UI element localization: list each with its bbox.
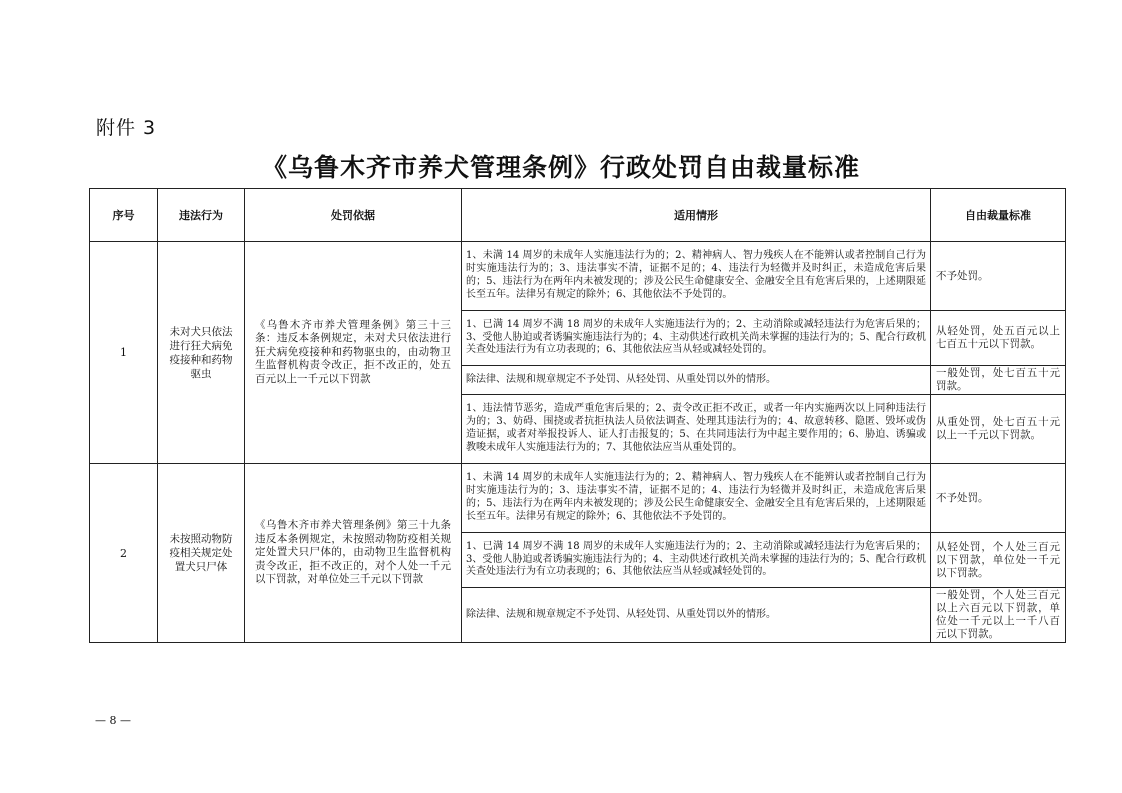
penalty-standard-table (89, 188, 1066, 643)
situation-cell: 1、未满 14 周岁的未成年人实施违法行为的；2、精神病人、智力残疾人在不能辨认或者控制自己行为时实施违法行为的；3、违法事实不清，证据不足的；4、违法行为轻微并及时纠正，未造成危害后果的；5、违法行为在两年内未被发现的；涉及公民生命健康安全、金融安全且有危害后果的，上述期限延长至五年。法律另有规定的除外；6、其他依法不予处罚的。 (462, 464, 931, 533)
header-seq: 序号 (90, 189, 158, 242)
row-violation: 未对犬只依法进行狂犬病免疫接种和药物驱虫 (158, 242, 245, 464)
situation-cell: 1、已满 14 周岁不满 18 周岁的未成年人实施违法行为的；2、主动消除或减轻违法行为危害后果的；3、受他人胁迫或者诱骗实施违法行为的；4、主动供述行政机关尚未掌握的违法行为的；5、配合行政机关查处违法行为有立功表现的；6、其他依法应当从轻或减轻处罚的。 (462, 311, 931, 366)
standard-cell: 不予处罚。 (931, 464, 1066, 533)
table-row (90, 464, 1066, 533)
situation-cell: 1、已满 14 周岁不满 18 周岁的未成年人实施违法行为的；2、主动消除或减轻违法行为危害后果的；3、受他人胁迫或者诱骗实施违法行为的；4、主动供述行政机关尚未掌握的违法行为的；5、配合行政机关查处违法行为有立功表现的；6、其他依法应当从轻或减轻处罚的。 (462, 533, 931, 588)
row-violation: 未按照动物防疫相关规定处置犬只尸体 (158, 464, 245, 643)
page-number: — 8 — (95, 714, 131, 727)
header-standard: 自由裁量标准 (931, 189, 1066, 242)
standard-cell: 不予处罚。 (931, 242, 1066, 311)
standard-cell: 从轻处罚，处五百元以上七百五十元以下罚款。 (931, 311, 1066, 366)
header-act: 违法行为 (158, 189, 245, 242)
situation-cell: 除法律、法规和规章规定不予处罚、从轻处罚、从重处罚以外的情形。 (462, 366, 931, 395)
row-basis: 《乌鲁木齐市养犬管理条例》第三十三条：违反本条例规定，未对犬只依法进行狂犬病免疫接种和药物驱虫的，由动物卫生监督机构责令改正，拒不改正的，处五百元以上一千元以下罚款 (245, 242, 462, 464)
header-basis: 处罚依据 (245, 189, 462, 242)
table-row (90, 242, 1066, 311)
header-situation: 适用情形 (462, 189, 931, 242)
standard-cell: 一般处罚，处七百五十元罚款。 (931, 366, 1066, 395)
row-seq: 1 (90, 242, 158, 464)
situation-cell: 1、违法情节恶劣，造成严重危害后果的；2、责令改正拒不改正，或者一年内实施两次以上同种违法行为的；3、妨碍、围挠或者抗拒执法人员依法调查、处理其违法行为的；4、故意转移、隐匿、毁坏或伪造证据，或者对举报投诉人、证人打击报复的；5、在共同违法行为中起主要作用的；6、胁迫、诱骗或教唆未成年人实施违法行为的；7、其他依法应当从重处罚的。 (462, 395, 931, 464)
row-basis: 《乌鲁木齐市养犬管理条例》第三十九条 违反本条例规定，未按照动物防疫相关规定处置犬只尸体的，由动物卫生监督机构责令改正，拒不改正的，对个人处一千元以下罚款，对单位处三千元以下罚款 (245, 464, 462, 643)
document-title: 《乌鲁木齐市养犬管理条例》行政处罚自由裁量标准 (261, 153, 860, 182)
standard-cell: 从重处罚，处七百五十元以上一千元以下罚款。 (931, 395, 1066, 464)
standard-cell: 一般处罚，个人处三百元以上六百元以下罚款，单位处一千元以上一千八百元以下罚款。 (931, 588, 1066, 643)
situation-cell: 1、未满 14 周岁的未成年人实施违法行为的；2、精神病人、智力残疾人在不能辨认或者控制自己行为时实施违法行为的；3、违法事实不清，证据不足的；4、违法行为轻微并及时纠正，未造成危害后果的；5、违法行为在两年内未被发现的；涉及公民生命健康安全、金融安全且有危害后果的，上述期限延长至五年。法律另有规定的除外；6、其他依法不予处罚的。 (462, 242, 931, 311)
standard-cell: 从轻处罚，个人处三百元以下罚款，单位处一千元以下罚款。 (931, 533, 1066, 588)
row-seq: 2 (90, 464, 158, 643)
table-header-row (90, 189, 1066, 242)
situation-cell: 除法律、法规和规章规定不予处罚、从轻处罚、从重处罚以外的情形。 (462, 588, 931, 643)
attachment-label: 附件 3 (96, 117, 157, 139)
